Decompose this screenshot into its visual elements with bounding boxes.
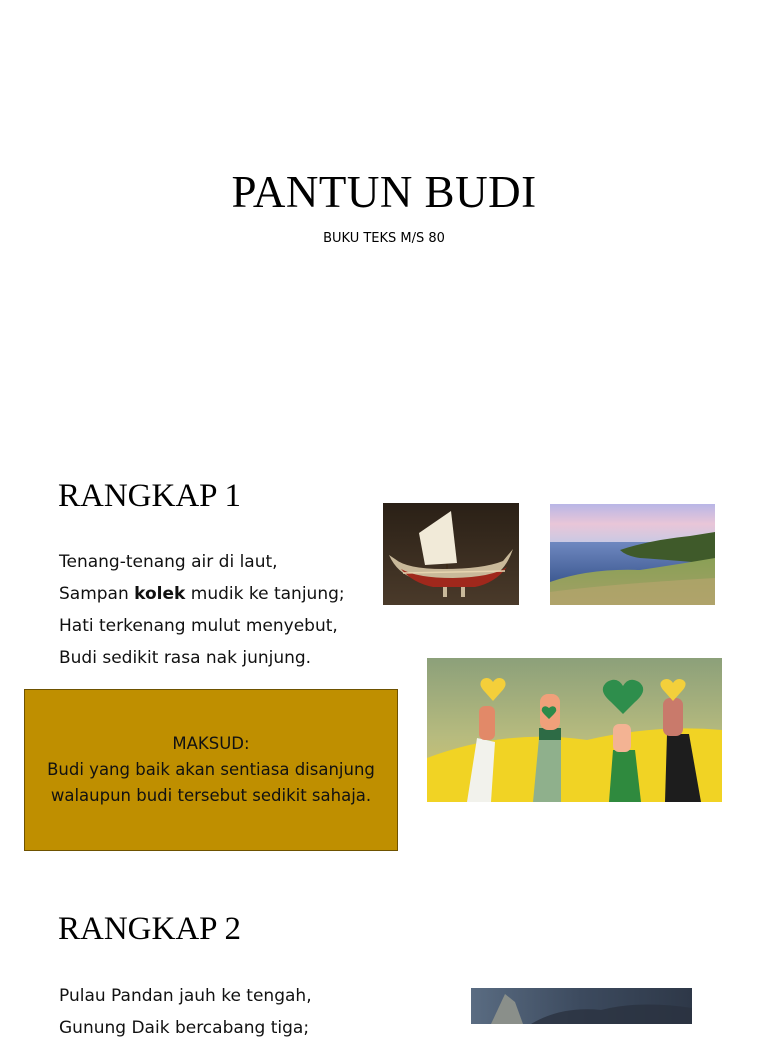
stanza-1-verse bbox=[59, 546, 345, 674]
verse-line: Tenang-tenang air di laut, bbox=[59, 552, 278, 572]
verse-line: Pulau Pandan jauh ke tengah, bbox=[59, 986, 312, 1006]
coastline-image bbox=[550, 504, 715, 605]
page-subtitle: BUKU TEKS M/S 80 bbox=[323, 231, 445, 246]
page-title: PANTUN BUDI bbox=[231, 167, 537, 217]
raised-hands-image bbox=[427, 658, 722, 802]
stanza-1-heading: RANGKAP 1 bbox=[58, 478, 242, 514]
verse-line: Gunung Daik bercabang tiga; bbox=[59, 1018, 310, 1038]
kolek-boat-image bbox=[383, 503, 519, 605]
maksud-label: MAKSUD: bbox=[172, 734, 250, 753]
verse-keyword: kolek bbox=[134, 584, 186, 604]
verse-line: Sampan kolek mudik ke tanjung; bbox=[59, 584, 345, 604]
verse-line: Hati terkenang mulut menyebut, bbox=[59, 616, 338, 636]
maksud-text-line: Budi yang baik akan sentiasa disanjung bbox=[47, 760, 375, 779]
stanza-2-verse bbox=[59, 980, 312, 1044]
verse-line: Budi sedikit rasa nak junjung. bbox=[59, 648, 312, 668]
maksud-text-line: walaupun budi tersebut sedikit sahaja. bbox=[50, 786, 372, 805]
stanza-2-heading: RANGKAP 2 bbox=[58, 911, 242, 947]
mountain-image bbox=[471, 988, 692, 1024]
maksud-box bbox=[24, 689, 398, 851]
